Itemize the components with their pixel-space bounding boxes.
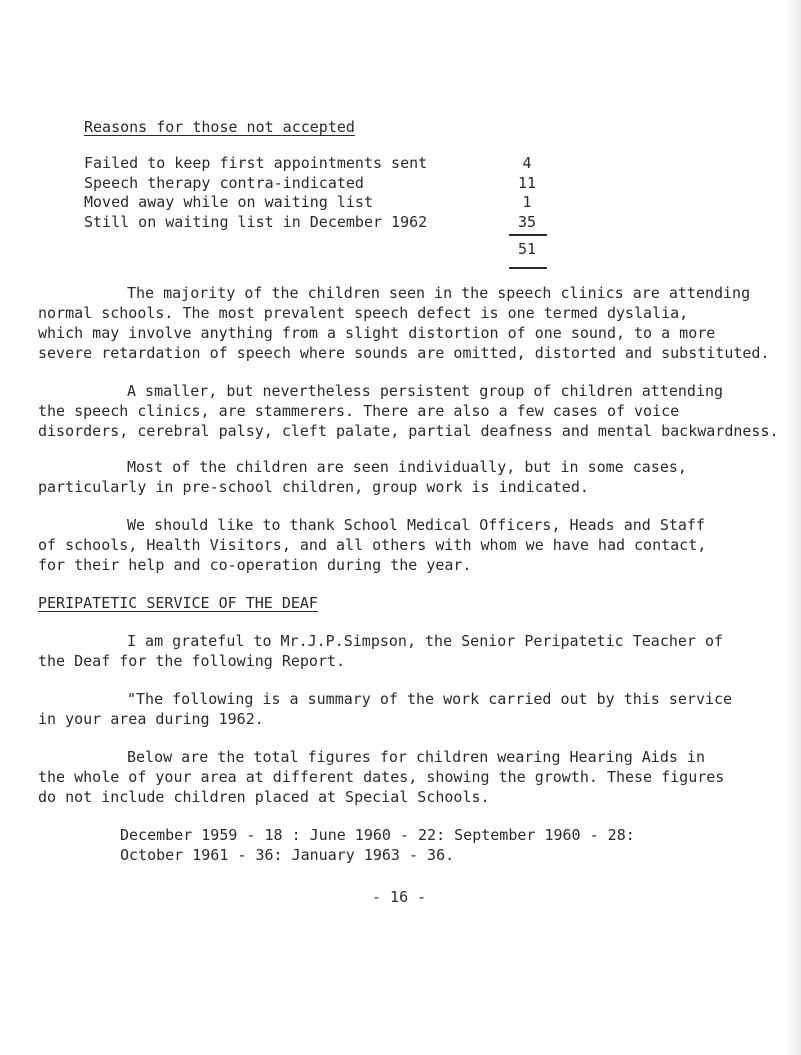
text-line: do not include children placed at Special Schools. [38, 788, 490, 806]
total-rule-bottom [509, 267, 547, 269]
total-rule-top [509, 234, 547, 236]
text-line: I am grateful to Mr.J.P.Simpson, the Senior Peripatetic Teacher of [127, 632, 724, 650]
text-line: for their help and co-operation during the year. [38, 556, 472, 574]
reasons-total: 51 [517, 240, 537, 258]
text-line: A smaller, but nevertheless persistent group of children attending [127, 382, 724, 400]
text-line: October 1961 - 36: January 1963 - 36. [120, 846, 455, 864]
text-line: the Deaf for the following Report. [38, 652, 346, 670]
reason-label: Moved away while on waiting list [84, 193, 373, 211]
peripatetic-heading: PERIPATETIC SERVICE OF THE DEAF [38, 594, 318, 612]
text-line: "The following is a summary of the work carried out by this service [127, 690, 733, 708]
reason-value: 11 [517, 174, 537, 192]
text-line: The majority of the children seen in the speech clinics are attending [127, 284, 751, 302]
text-line: normal schools. The most prevalent speech defect is one termed dyslalia, [38, 304, 689, 322]
text-line: disorders, cerebral palsy, cleft palate, partial deafness and mental backwardness. [38, 422, 779, 440]
text-line: the whole of your area at different dates, showing the growth. These figures [38, 768, 725, 786]
reason-label: Speech therapy contra-indicated [84, 174, 364, 192]
text-line: of schools, Health Visitors, and all others with whom we have had contact, [38, 536, 707, 554]
reason-value: 35 [517, 213, 537, 231]
text-line: particularly in pre-school children, group work is indicated. [38, 478, 589, 496]
text-line: December 1959 - 18 : June 1960 - 22: September 1960 - 28: [120, 826, 635, 844]
text-line: Below are the total figures for children wearing Hearing Aids in [127, 748, 705, 766]
text-line: which may involve anything from a slight distortion of one sound, to a more [38, 324, 716, 342]
reasons-heading: Reasons for those not accepted [84, 118, 355, 136]
text-line: severe retardation of speech where sounds are omitted, distorted and substituted. [38, 344, 770, 362]
reason-label: Failed to keep first appointments sent [84, 154, 428, 172]
page-edge-shadow [787, 0, 801, 1055]
reason-label: Still on waiting list in December 1962 [84, 213, 428, 231]
text-line: We should like to thank School Medical Officers, Heads and Staff [127, 516, 705, 534]
reason-value: 1 [522, 193, 532, 211]
page-number: - 16 - [372, 888, 427, 906]
text-line: the speech clinics, are stammerers. There are also a few cases of voice [38, 402, 680, 420]
reason-value: 4 [522, 154, 532, 172]
text-line: in your area during 1962. [38, 710, 264, 728]
text-line: Most of the children are seen individually, but in some cases, [127, 458, 687, 476]
